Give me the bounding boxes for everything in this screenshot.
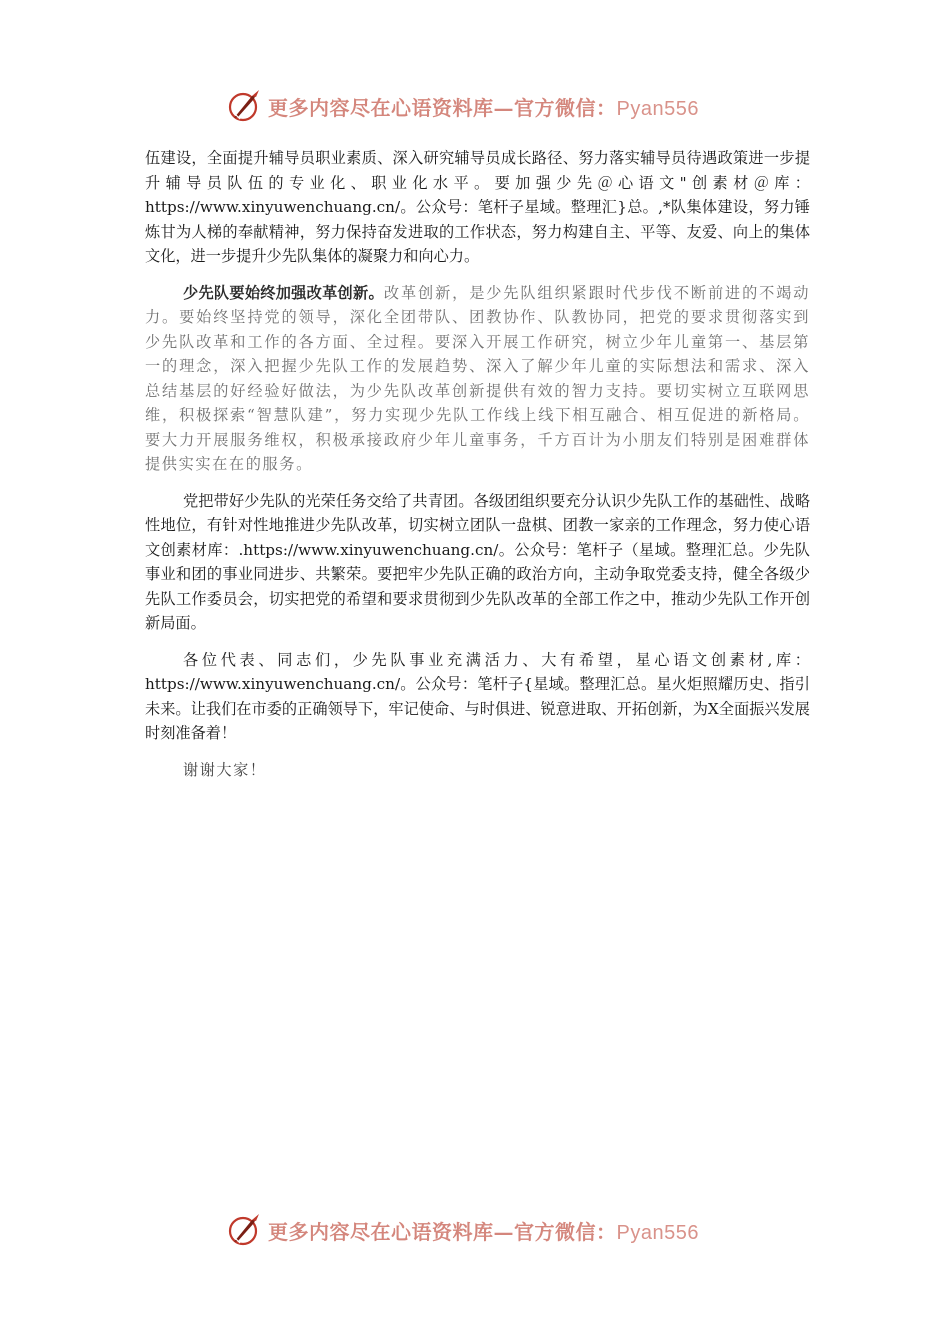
paragraph-thanks: 谢谢大家！ bbox=[183, 760, 267, 779]
document-body bbox=[145, 146, 810, 794]
paragraph-party-task: 党把带好少先队的光荣任务交给了共青团。各级团组织要充分认识少先队工作的基础性、战略性地位，有针对性地推进少先队改革，切实树立团队一盘棋、团教一家亲的工作理念，努力使心语文创素材库：.https://www.xinyuwenchuang.cn/。公众号：笔杆子（星域。整理汇总。少先队事业和团的事业同进步、共繁荣。要把牢少先队正确的政治方向，主动争取党委支持，健全各级少先队工作委员会，切实把党的希望和要求贯彻到少先队改革的全部工作之中，推动少先队工作开创新局面。 bbox=[145, 491, 810, 632]
footer-banner bbox=[226, 1210, 746, 1250]
banner-wechat-id: Pyan556 bbox=[616, 97, 699, 120]
quill-pen-circle-icon bbox=[226, 88, 262, 124]
header-banner bbox=[226, 86, 746, 126]
banner-text bbox=[268, 1216, 699, 1245]
paragraph-reform bbox=[145, 281, 810, 477]
paragraph-reform-body: 改革创新，是少先队组织紧跟时代步伐不断前进的不竭动力。要始终坚持党的领导，深化全团带队、团教协作、队教协同，把党的要求贯彻落实到少先队改革和工作的各方面、全过程。要深入开展工作研究，树立少年儿童第一、基层第一的理念，深入把握少先队工作的发展趋势、深入了解少年儿童的实际想法和需求、深入总结基层的好经验好做法，为少先队改革创新提供有效的智力支持。要切实树立互联网思维，积极探索“智慧队建”，努力实现少先队工作线上线下相互融合、相互促进的新格局。要大力开展服务维权，积极承接政府少年儿童事务，千方百计为小朋友们特别是困难群体提供实实在在的服务。 bbox=[145, 283, 811, 473]
banner-wechat-id: Pyan556 bbox=[616, 1221, 699, 1244]
quill-pen-circle-icon bbox=[226, 1212, 262, 1248]
paragraph-counselor: 伍建设，全面提升辅导员职业素质、深入研究辅导员成长路径、努力落实辅导员待遇政策进一步提升辅导员队伍的专业化、职业化水平。要加强少先＠心语文"创素材＠库：https://www.xinyuwenchuang.cn/。公众号：笔杆子星域。整理汇}总。,*队集体建设，努力锤炼甘为人梯的奉献精神，努力保持奋发进取的工作状态，努力构建自主、平等、友爱、向上的集体文化，进一步提升少先队集体的凝聚力和向心力。 bbox=[145, 149, 810, 265]
paragraph-closing: 各位代表、同志们，少先队事业充满活力、大有希望，星心语文创素材,库：https://www.xinyuwenchuang.cn/。公众号：笔杆子{星域。整理汇总。星火炬照耀历史、指引未来。让我们在市委的正确领导下，牢记使命、与时俱进、锐意进取、开拓创新，为X全面振兴发展时刻准备着！ bbox=[145, 650, 810, 742]
banner-text bbox=[268, 92, 699, 121]
banner-main-text: 更多内容尽在心语资料库—官方微信： bbox=[268, 1219, 617, 1244]
paragraph-reform-heading: 少先队要始终加强改革创新。 bbox=[183, 283, 384, 302]
banner-main-text: 更多内容尽在心语资料库—官方微信： bbox=[268, 95, 617, 120]
